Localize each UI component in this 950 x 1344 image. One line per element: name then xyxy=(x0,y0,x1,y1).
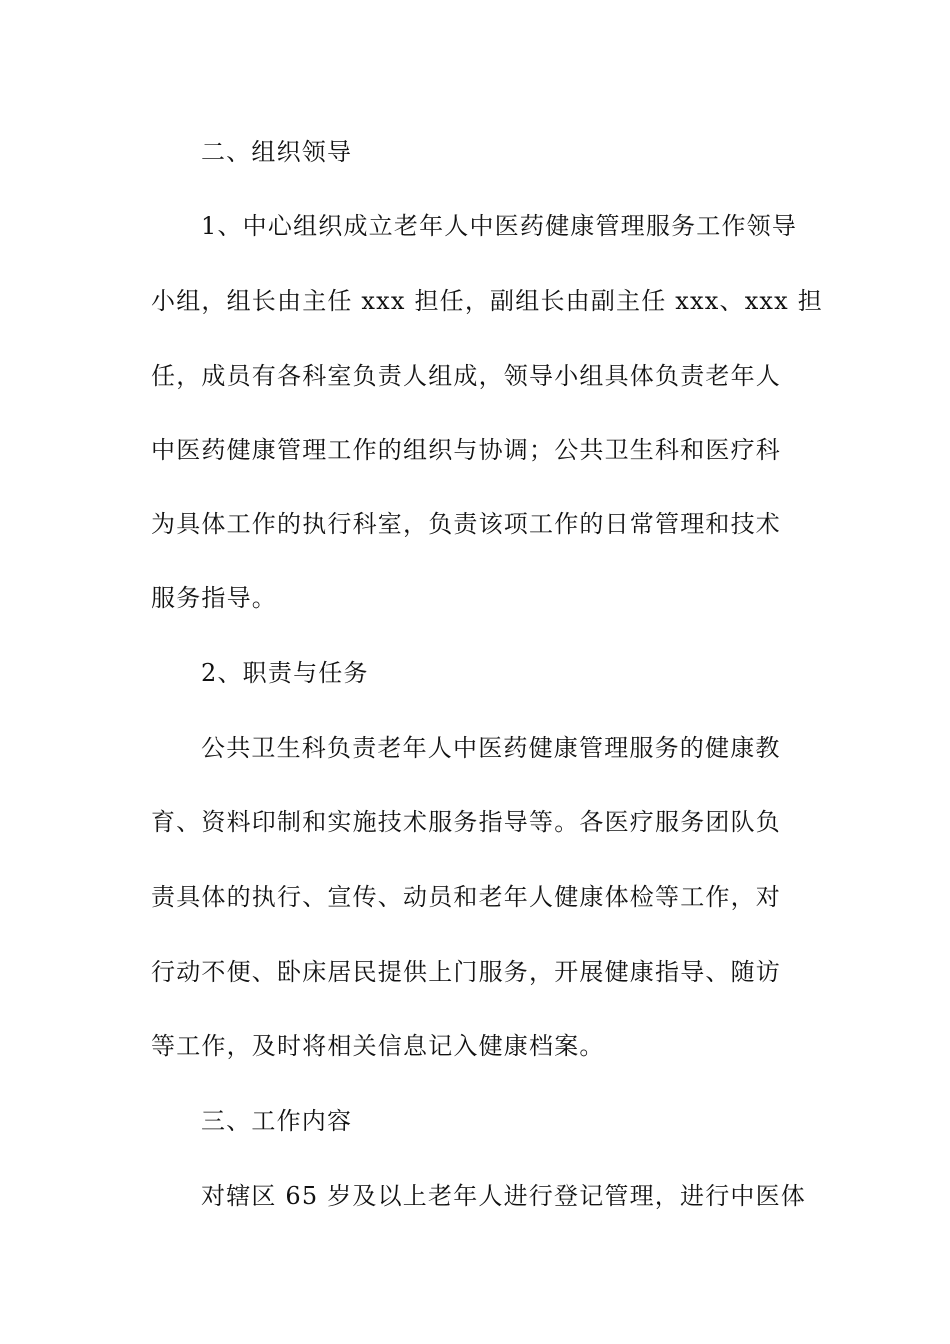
paragraph-line: 育、资料印制和实施技术服务指导等。各医疗服务团队负 xyxy=(151,808,781,836)
paragraph-line: 为具体工作的执行科室，负责该项工作的日常管理和技术 xyxy=(151,510,781,538)
section-heading-organization: 二、组织领导 xyxy=(201,138,353,166)
paragraph-line: 对辖区 65 岁及以上老年人进行登记管理，进行中医体 xyxy=(201,1182,806,1210)
paragraph-line: 服务指导。 xyxy=(151,584,277,612)
paragraph-line: 小组，组长由主任 xxx 担任，副组长由副主任 xxx、xxx 担 xyxy=(151,287,823,315)
paragraph-line: 1、中心组织成立老年人中医药健康管理服务工作领导 xyxy=(201,212,798,240)
paragraph-line: 责具体的执行、宣传、动员和老年人健康体检等工作，对 xyxy=(151,883,781,911)
paragraph-line: 任，成员有各科室负责人组成，领导小组具体负责老年人 xyxy=(151,362,781,390)
paragraph-line: 公共卫生科负责老年人中医药健康管理服务的健康教 xyxy=(201,734,781,762)
paragraph-line: 等工作，及时将相关信息记入健康档案。 xyxy=(151,1032,605,1060)
section-heading-work-content: 三、工作内容 xyxy=(201,1107,353,1135)
subheading-duties: 2、职责与任务 xyxy=(201,659,369,687)
paragraph-line: 中医药健康管理工作的组织与协调；公共卫生科和医疗科 xyxy=(151,436,781,464)
paragraph-line: 行动不便、卧床居民提供上门服务，开展健康指导、随访 xyxy=(151,958,781,986)
